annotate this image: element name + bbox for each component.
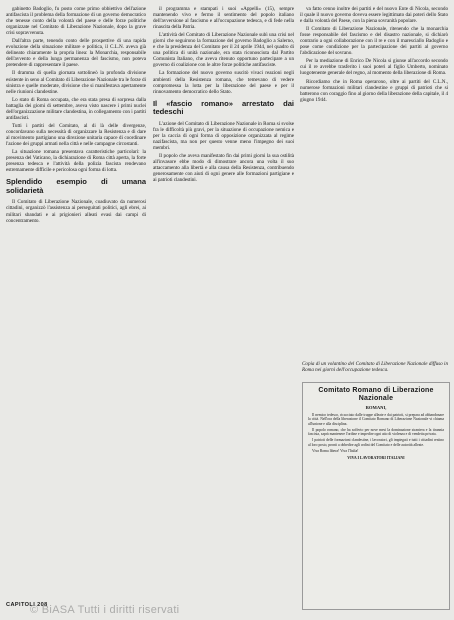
section-heading: Il «fascio romano» arrestato dai tedeschi bbox=[153, 98, 294, 117]
paragraph: Il Comitato di Liberazione Nazionale, coadiuvato da numerosi cittadini, organizzò l'assistenza ai perseguitati politici, agli ebrei, ai militari sbandati e ai prigionieri alleati evasi dai campi di concentramento. bbox=[6, 199, 146, 224]
paragraph: Il popolo che aveva manifestato fin dai primi giorni la sua ostilità all'invasore ebbe modo di dimostrare ancora una volta il suo attaccamento alla libertà e alla causa della Resistenza, contribuendo generosamente con aiuti di ogni genere alle formazioni partigiane e ai patrioti clandestini. bbox=[153, 153, 294, 184]
section-heading: Splendido esempio di umana solidarietà bbox=[6, 177, 146, 195]
paragraph: Il Comitato di Liberazione Nazionale, ritenendo che la monarchia fosse responsabile del fascismo e del disastro nazionale, si dichiarò contrario a ogni collaborazione con il re e con il maresciallo Badoglio e pose come condizione per la partecipazione dei partiti al governo l'abdicazione del sovrano. bbox=[300, 26, 448, 57]
paragraph: L'attività del Comitato di Liberazione Nazionale subì una crisi nel giorni che seguirono la formazione del governo Badoglio a Salerno, e che la presidenza del Comitato per il 24 aprile 1944, nel quadro di una politica di unità nazionale, era stata riconosciuta dal Partito Comunista Italiano, che aveva ritenuto opportuno partecipare a un governo di coalizione con le altre forze politiche antifasciste. bbox=[153, 32, 294, 69]
paragraph: L'azione del Comitato di Liberazione Nazionale in Roma si svolse fra le difficoltà più gravi, per la situazione di occupazione nemica e per la caccia di ogni forma di opposizione organizzata al regime nazifascista, ma non per questo venne meno l'impegno dei suoi membri. bbox=[153, 120, 294, 152]
text-column-left bbox=[6, 6, 146, 604]
leaflet-facsimile bbox=[302, 382, 450, 610]
leaflet-paragraph: I patrioti delle formazioni clandestine, i lavoratori, gli impiegati e tutti i cittadini restino al loro posto, pronti a obbedire agli ordini del Comitato e delle autorità alleate. bbox=[308, 438, 444, 447]
paragraph: Per la mediazione di Enrico De Nicola si giunse all'accordo secondo cui il re avrebbe trasferito i suoi poteri al figlio Umberto, nominato luogotenente generale del regno, al momento della liberazione di Roma. bbox=[300, 58, 448, 77]
leaflet-salutation: ROMANI, bbox=[365, 405, 387, 410]
paragraph: Dall'altra parte, tenendo conto delle prospettive di una rapida evoluzione della situazione militare e politica, il C.L.N. aveva già delineato chiaramente la propria linea: la Monarchia, responsabile dell'avvento e della lunga permanenza del fascismo, non poteva pretendere di rappresentare il paese. bbox=[6, 38, 146, 69]
leaflet-paragraph: Il popolo romano, che ha sofferto per nove mesi la dominazione straniera e la tirannia fascista, saprà mantenere l'ordine e impedire ogni atto di violenza e di vendetta privata. bbox=[308, 427, 444, 437]
paragraph: Tutti i partiti del Comitato, al di là delle divergenze, concordavano sulla necessità di organizzare la Resistenza e di dare al movimento partigiano una direzione unitaria capace di coordinare l'azione dei gruppi armati nella città e nelle campagne circostanti. bbox=[6, 122, 146, 147]
leaflet-signature: VIVA I LAVORATORI ITALIANI bbox=[347, 456, 405, 461]
paragraph: gabinetto Badoglio, fu posto come primo obbiettivo dell'azione antifascista il problema della formazione di un governo democratico che tenesse conto della volontà del paese e delle forze politiche organizzate nel Comitato di Liberazione Nazionale, dopo la grave crisi sopravvenuta. bbox=[6, 6, 146, 37]
text-column-middle bbox=[153, 6, 294, 604]
paragraph: Ricordiamo che in Roma operarono, oltre ai partiti del C.L.N., numerose formazioni militari clandestine e gruppi di patrioti che si batterono con coraggio fino al giorno della liberazione della capitale, il 4 giugno 1944. bbox=[300, 78, 448, 103]
paragraph: va fatto cenno inoltre dei partiti e del nuovo Ente di Nicola, secondo il quale il nuovo governo doveva essere legittimato dai poteri dello Stato e dalla volontà del Paese, con la piena sovranità popolare. bbox=[300, 6, 448, 25]
paragraph: La situazione romana presentava caratteristiche particolari: la presenza del Vaticano, la dichiarazione di Roma città aperta, la forte presenza tedesca e l'attività della polizia fascista rendevano estremamente difficile e pericolosa ogni forma di lotta. bbox=[6, 149, 146, 174]
figure-caption: Copia di un volantino del Comitato di Liberazione Nazionale diffuso in Roma nei giorni dell'occupazione tedesca. bbox=[302, 361, 448, 373]
paragraph: La formazione del nuovo governo suscitò vivaci reazioni negli ambienti della Resistenza romana, che temevano di vedere compromessa la lotta per la liberazione del paese e per il rinnovamento democratico dello Stato. bbox=[153, 70, 294, 95]
paragraph: Lo stato di Roma occupata, che era stata presa di sorpresa dalla battaglia dei giorni di settembre, aveva visto nascere i primi nuclei dell'organizzazione militare clandestina, in collegamento con i partiti antifascisti. bbox=[6, 96, 146, 121]
leaflet-paragraph: Viva Roma libera! Viva l'Italia! bbox=[312, 448, 359, 453]
leaflet-body bbox=[308, 413, 444, 453]
text-column-right bbox=[300, 6, 448, 358]
page-footer-label: CAPITOLI 208 bbox=[6, 602, 48, 608]
leaflet-title: Comitato Romano di Liberazione Nazionale bbox=[318, 387, 434, 402]
paragraph: il programma e stampati i suoi «Appelli» (15), sempre mantenendo vivo e fermo il sentimento del popolo italiano dell'avversione al fascismo e all'occupazione tedesca, e di fede nella rinascita della Patria. bbox=[153, 6, 294, 31]
watermark: © BiASA Tutti i diritti riservati bbox=[30, 604, 180, 616]
paragraph: Il dramma di quella giornata sottolineò la profonda divisione esistente in seno al Comitato di Liberazione Nazionale tra le forze di sinistra e quelle moderate, divisione che si manifestava apertamente nelle riunioni clandestine. bbox=[6, 70, 146, 95]
leaflet-paragraph: Il nemico tedesco, ricacciato dalle truppe alleate e dai patrioti, si prepara ad abbandonare la città. Nell'ora della liberazione il Comitato Romano di Liberazione Nazionale vi chiama all'unione e alla disciplina. bbox=[308, 413, 444, 426]
